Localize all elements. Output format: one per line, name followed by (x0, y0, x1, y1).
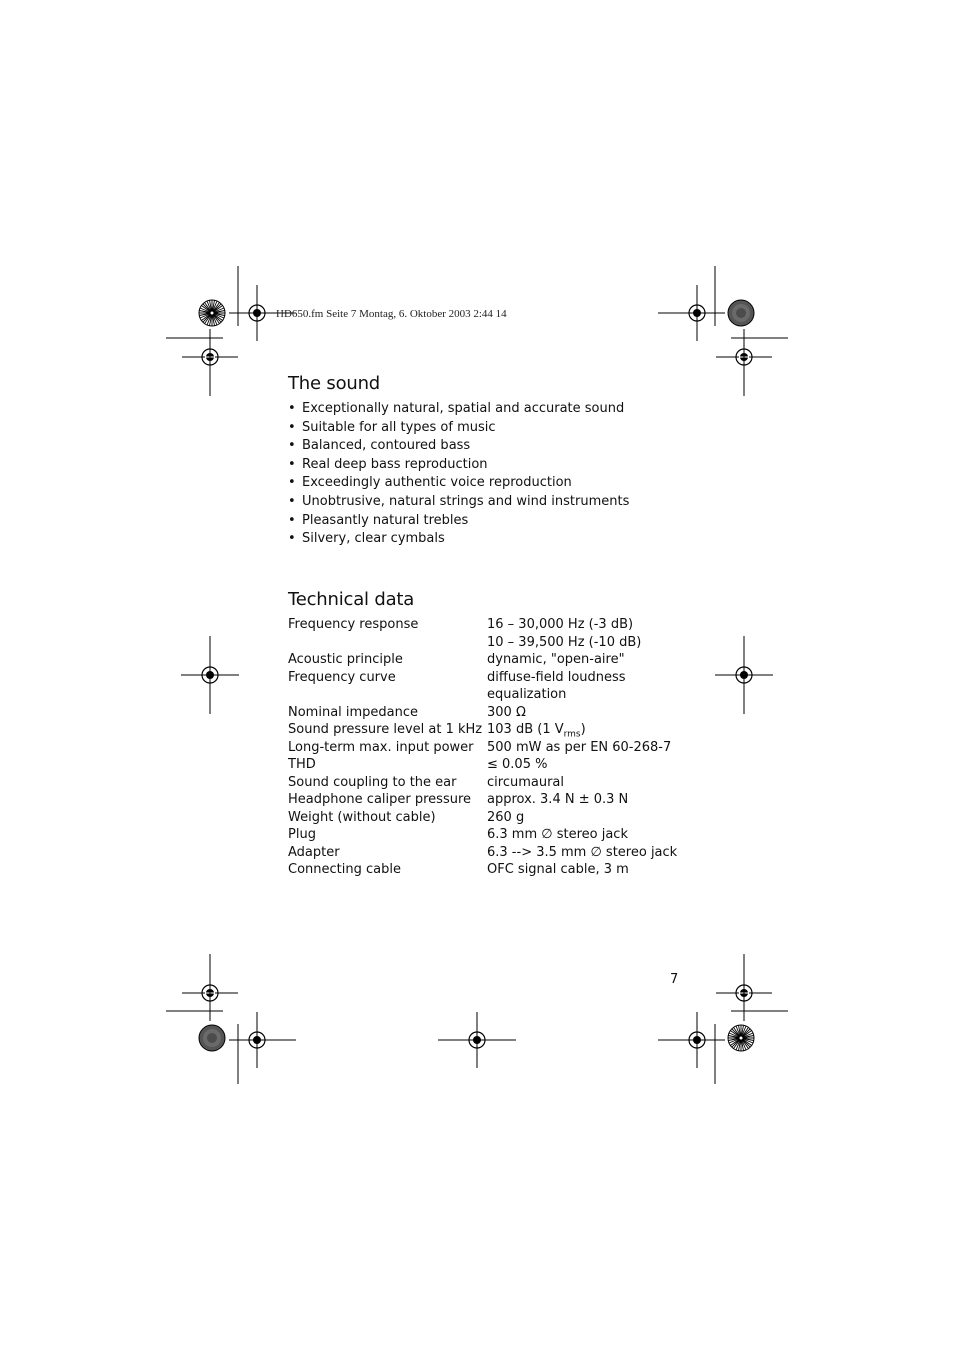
bullet: • (288, 493, 296, 509)
list-item: • Suitable for all types of music (288, 419, 629, 438)
spec-label: Headphone caliper pressure (288, 792, 472, 807)
spec-value: dynamic, "open-aire" (487, 652, 625, 667)
bullet: • (288, 401, 296, 416)
table-row (288, 774, 677, 792)
spec-label: Nominal impedance (288, 704, 419, 720)
spec-label: Frequency response (288, 617, 419, 632)
table-row (288, 669, 677, 704)
table-row (288, 739, 677, 757)
spec-value: 103 dB (1 $V_{rms}$) (487, 722, 586, 740)
table-row (288, 651, 677, 669)
bullet: • (288, 456, 296, 472)
table-row (288, 616, 677, 651)
list-item: • Pleasantly natural trebles (288, 512, 629, 531)
spec-label: Connecting cable (288, 862, 401, 877)
table-row (288, 756, 677, 774)
file-slug: HD650.fm Seite 7 Montag, 6. Oktober 2003 2:44 14 (276, 308, 507, 320)
sound-feature-list (288, 400, 629, 549)
list-item: • Exceptionally natural, spatial and accurate sound (288, 400, 629, 419)
table-row (288, 721, 677, 739)
bullet: • (288, 438, 296, 454)
spec-value: ≤ 0.05 % (487, 757, 548, 772)
table-row (288, 809, 677, 827)
list-item: • Real deep bass reproduction (288, 456, 629, 475)
spec-label: Adapter (288, 844, 340, 860)
spec-value: diffuse-field loudness equalization (487, 669, 626, 702)
spec-label: THD (288, 757, 316, 772)
spec-value: circumaural (487, 774, 564, 790)
spec-label: Frequency curve (288, 669, 396, 685)
table-row (288, 861, 677, 879)
table-row (288, 704, 677, 722)
spec-value: 16 – 30,000 Hz (-3 dB) 10 – 39,500 Hz (-10 dB) (487, 617, 642, 650)
list-item: • Balanced, contoured bass (288, 437, 629, 456)
spec-label: Weight (without cable) (288, 809, 436, 825)
spec-value: 500 mW as per EN 60-268-7 (487, 739, 672, 755)
table-row (288, 791, 677, 809)
page-number: 7 (670, 972, 679, 987)
bullet: • (288, 512, 296, 528)
spec-label: Sound coupling to the ear (288, 774, 457, 790)
technical-data-heading: Technical data (288, 589, 415, 610)
technical-data-table (288, 616, 677, 879)
spec-value: approx. 3.4 N ± 0.3 N (487, 792, 629, 807)
spec-value: 300 Ω (487, 704, 526, 720)
sound-heading: The sound (288, 373, 381, 394)
bullet: • (288, 531, 296, 547)
spec-value: OFC signal cable, 3 m (487, 862, 629, 877)
spec-label: Acoustic principle (288, 652, 403, 667)
spec-value: 6.3 mm ∅ stereo jack (487, 827, 628, 842)
list-item: • Silvery, clear cymbals (288, 530, 629, 549)
bullet: • (288, 475, 296, 491)
table-row (288, 826, 677, 844)
table-row (288, 844, 677, 862)
rms-subscript: rms (563, 729, 581, 740)
spec-label: Plug (288, 827, 316, 842)
spec-value: 6.3 --> 3.5 mm ∅ stereo jack (487, 844, 678, 860)
list-item: • Exceedingly authentic voice reproduction (288, 474, 629, 493)
spec-label: Long-term max. input power (288, 739, 474, 755)
list-item: • Unobtrusive, natural strings and wind instruments (288, 493, 629, 512)
spec-value: 260 g (487, 809, 525, 825)
spec-label: Sound pressure level at 1 kHz (288, 722, 483, 737)
bullet: • (288, 419, 296, 435)
